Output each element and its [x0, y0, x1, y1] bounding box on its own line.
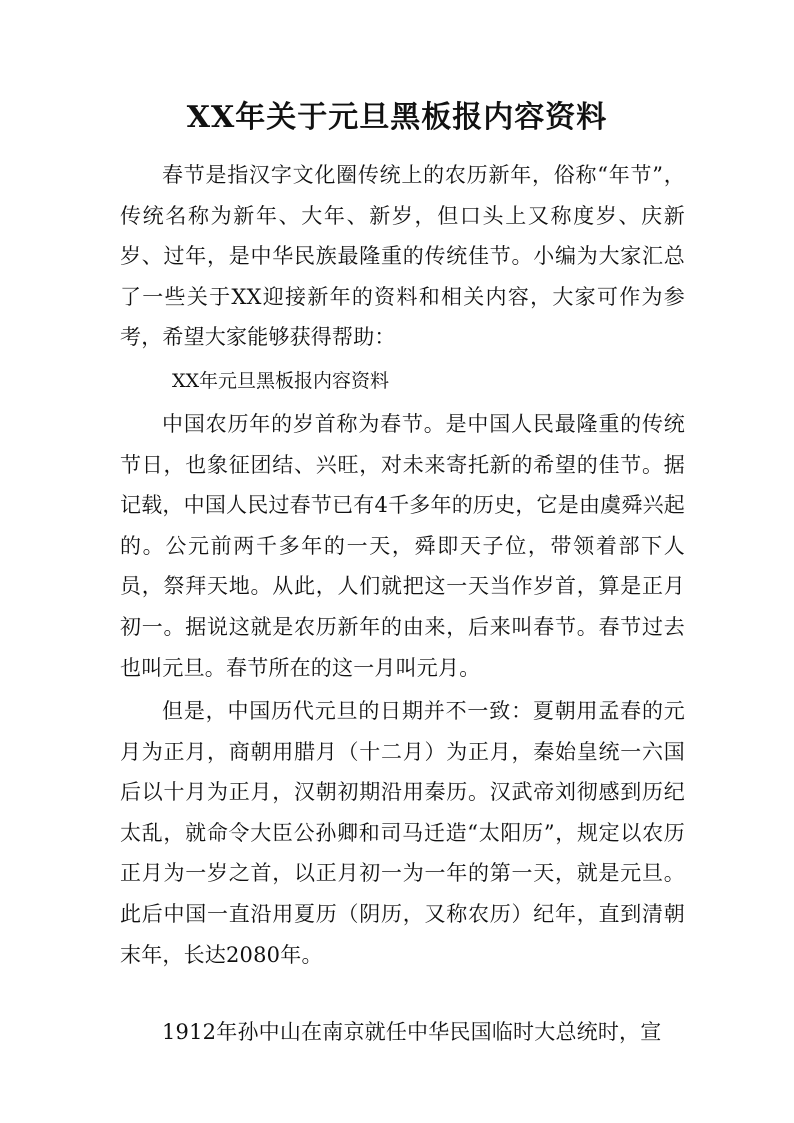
- body-paragraph-historical-new-year-dates: 但是，中国历代元旦的日期并不一致：夏朝用孟春的元月为正月，商朝用腊月（十二月）为正月，秦始皇统一六国后以十月为正月，汉朝初期沿用秦历。汉武帝刘彻感到历纪太乱，就命令大臣公孙卿和司马迁造“太阳历”，规定以农历正月为一岁之首，以正月初一为一年的第一天，就是元旦。此后中国一直沿用夏历（阴历，又称农历）纪年，直到清朝末年，长达2080年。: [120, 699, 685, 967]
- document-title: XX年关于元旦黑板报内容资料: [186, 100, 608, 135]
- body-paragraph-spring-festival-origin: 中国农历年的岁首称为春节。是中国人民最隆重的传统节日，也象征团结、兴旺，对未来寄托新的希望的佳节。据记载，中国人民过春节已有4千多年的历史，它是由虞舜兴起的。公元前两千多年的一天，舜即天子位，带领着部下人员，祭拜天地。从此，人们就把这一天当作岁首，算是正月初一。据说这就是农历新年的由来，后来叫春节。春节过去也叫元旦。春节所在的这一月叫元月。: [120, 412, 685, 680]
- intro-paragraph: 春节是指汉字文化圈传统上的农历新年，俗称“年节”，传统名称为新年、大年、新岁，但口头上又称度岁、庆新岁、过年，是中华民族最隆重的传统佳节。小编为大家汇总了一些关于XX迎接新年的资料和相关内容，大家可作为参考，希望大家能够获得帮助：: [120, 163, 685, 350]
- body-paragraph-1912-sun-yat-sen: 1912年孙中山在南京就任中华民国临时大总统时，宣: [162, 1020, 662, 1044]
- section-heading: XX年元旦黑板报内容资料: [172, 370, 390, 392]
